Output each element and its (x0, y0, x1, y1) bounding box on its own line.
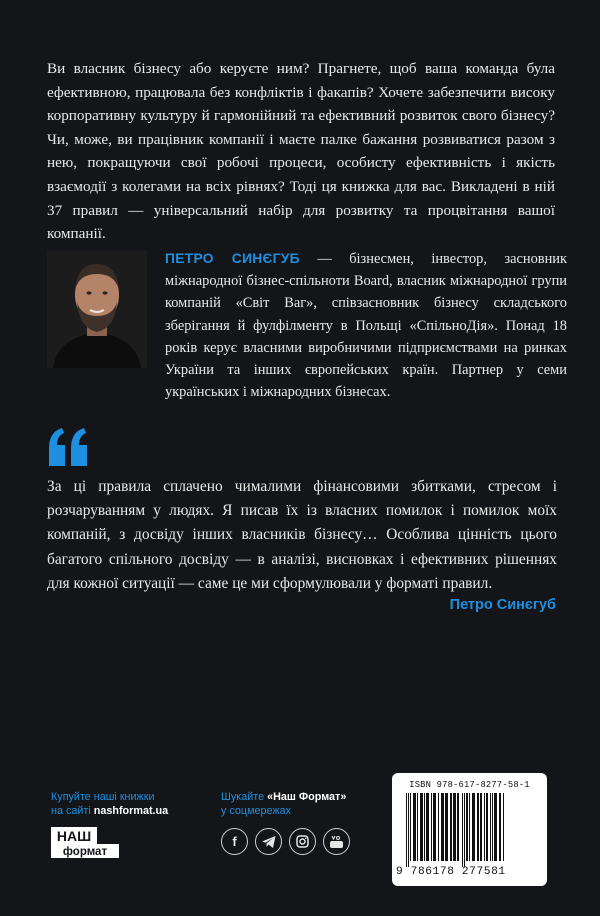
youtube-icon[interactable] (323, 828, 350, 855)
buy-line-2-prefix: на сайті (51, 805, 94, 817)
buy-line-2 (51, 804, 201, 818)
intro-paragraph: Ви власник бізнесу або керуєте ним? Прагнете, щоб ваша команда була ефективною, працювала без конфліктів і факапів? Хочете забезпечити високу корпоративну культуру й гармонійний та ефективний розвиток свого бізнесу? Чи, може, ви працівник компанії і маєте палке бажання розвиватися разом з нею, покращуючи свої робочі процеси, особисту ефективність і якість взаємодії з колегами на всіх рівнях? Тоді ця книжка для вас. Викладені в ній 37 правил — універсальний набір для розвитку та процвітання вашої компанії. (47, 60, 555, 243)
logo-bottom-text: формат (62, 846, 108, 858)
social-text (221, 790, 381, 818)
barcode (404, 793, 542, 867)
author-bio-text: — бізнесмен, інвестор, засновник міжнародної бізнес-спільноти Board, власник міжнародної групи компаній «Світ Ваг», співзасновник бізнесу складського зберігання й фулфілменту в Польщі «СпільноДія». Понад 18 років керує власними виробничими підприємствами на ринках України та інших європейських країн. Партнер у семи українських і міжнародних бізнесах. (165, 251, 567, 401)
quote-author: Петро Синєгуб (449, 597, 556, 613)
telegram-icon[interactable] (255, 828, 282, 855)
social-line-1 (221, 790, 381, 804)
author-name: ПЕТРО СИНЄГУБ (165, 251, 300, 266)
logo-top-text: НАШ (56, 828, 92, 844)
site-link[interactable]: nashformat.ua (93, 805, 169, 817)
buy-line-1: Купуйте наші книжки (51, 791, 155, 803)
quote-mark-icon (47, 426, 89, 466)
social-brand: «Наш Формат» (267, 791, 347, 803)
social-line-2: у соцмережах (221, 805, 292, 817)
author-photo (47, 250, 147, 368)
author-bio (165, 248, 567, 403)
social-prefix: Шукайте (221, 791, 268, 803)
quote-text: За ці правила сплачено чималими фінансовими збитками, стресом і розчаруванням у людях. Я писав їх із власних помилок і помилок моїх компаній, з досвіду інших власників бізнесу… Особлива цінність цього багатого спільного досвіду — в аналізі, висновках і ефективних рішеннях для кожної ситуації — саме це ми сформулювали у форматі правил. (47, 478, 557, 592)
barcode-digits: 9 786178 277581 (396, 866, 506, 878)
social-icons (221, 828, 350, 855)
instagram-icon[interactable] (289, 828, 316, 855)
facebook-icon[interactable]: f (221, 828, 248, 855)
isbn-text: ISBN 978-617-8277-58-1 (409, 780, 530, 790)
barcode-box (392, 773, 547, 886)
publisher-logo (51, 827, 121, 859)
buy-text (51, 790, 201, 818)
